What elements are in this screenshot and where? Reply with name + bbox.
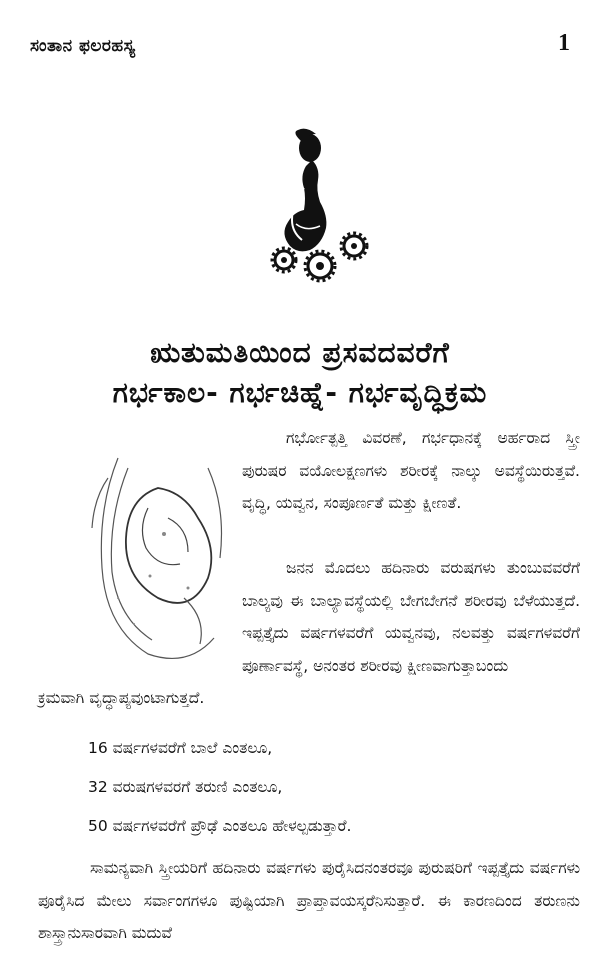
list-item: 16 ವರ್ಷಗಳವರೆಗೆ ಬಾಲೆ ಎಂತಲೂ, — [88, 739, 273, 757]
list-item: 50 ವರ್ಷಗಳವರೆಗೆ ಪ್ರೌಢೆ ಎಂತಲೂ ಹೇಳಲ್ಪಡುತ್ತಾರೆ. — [88, 817, 352, 835]
body-paragraph: ಸಾಮನ್ಯವಾಗಿ ಸ್ತ್ರೀಯರಿಗೆ ಹದಿನಾರು ವರ್ಷಗಳು ಪುರೈಸಿದನಂತರವೂ ಪುರುಷರಿಗೆ ಇಪ್ಪತ್ತೈದು ವರ್ಷಗಳು ಪೂರೈಸಿದ ಮೇಲು ಸರ್ವಾಂಗಗಳೂ ಪುಷ್ಟಿಯಾಗಿ ಪ್ರಾಪ್ತಾವಯಸ್ಕರೆನಿಸುತ್ತಾರೆ. ಈ ಕಾರಣದಿಂದ ತರುಣನು ಶಾಸ್ತ್ರಾನುಸಾರವಾಗಿ ಮದುವೆ — [38, 859, 580, 942]
body-paragraph: ಜನನ ಮೊದಲು ಹದಿನಾರು ವರುಷಗಳು ತುಂಬುವವರೆಗೆ ಬಾಲ್ಯವು ಈ ಬಾಲ್ಯಾವಸ್ಥೆಯಲ್ಲಿ ಬೇಗಬೇಗನೆ ಶರೀರವು ಬೆಳೆಯುತ್ತದೆ. ಇಪ್ಪತ್ತೈದು ವರ್ಷಗಳವರೆಗೆ ಯವ್ವನವು, ನಲವತ್ತು ವರ್ಷಗಳವರೆಗೆ ಪೂರ್ಣಾವಸ್ಥೆ, ಅನಂತರ ಶರೀರವು ಕ್ಷೀಣವಾಗುತ್ತಾಬಂದು — [242, 559, 580, 675]
body-paragraph: ಗರ್ಭೋತ್ಪತ್ತಿ ವಿವರಣೆ, ಗರ್ಭಧಾನಕ್ಕೆ ಅರ್ಹರಾದ ಸ್ತ್ರೀ ಪುರುಷರ ವಯೋಲಕ್ಷಣಗಳು ಶರೀರಕ್ಕೆ ನಾಲ್ಕು ಅವಸ್ಥೆಯಿರುತ್ತವೆ. ವೃದ್ಧಿ, ಯವ್ವನ, ಸಂಪೂರ್ಣತೆ ಮತ್ತು ಕ್ಷೀಣತೆ. — [242, 429, 580, 512]
pregnant-woman-with-gears-icon — [262, 128, 378, 286]
page-number: 1 — [558, 30, 570, 56]
fetus-in-womb-icon — [88, 448, 236, 666]
chapter-title-line-1: ಋತುಮತಿಯಿಂದ ಪ್ರಸವದವರೆಗೆ — [150, 336, 450, 369]
running-title: ಸಂತಾನ ಫಲರಹಸ್ಯ — [30, 36, 136, 56]
body-paragraph-continuation: ಕ್ರಮವಾಗಿ ವೃದ್ಧಾಪ್ಯವುಂಟಾಗುತ್ತದೆ. — [38, 689, 205, 707]
list-item: 32 ವರುಷಗಳವರಗೆ ತರುಣಿ ಎಂತಲೂ, — [88, 778, 283, 796]
chapter-title-line-2: ಗರ್ಭಕಾಲ- ಗರ್ಭಚಿಹ್ನೆ- ಗರ್ಭವೃದ್ಧಿಕ್ರಮ — [112, 376, 488, 409]
